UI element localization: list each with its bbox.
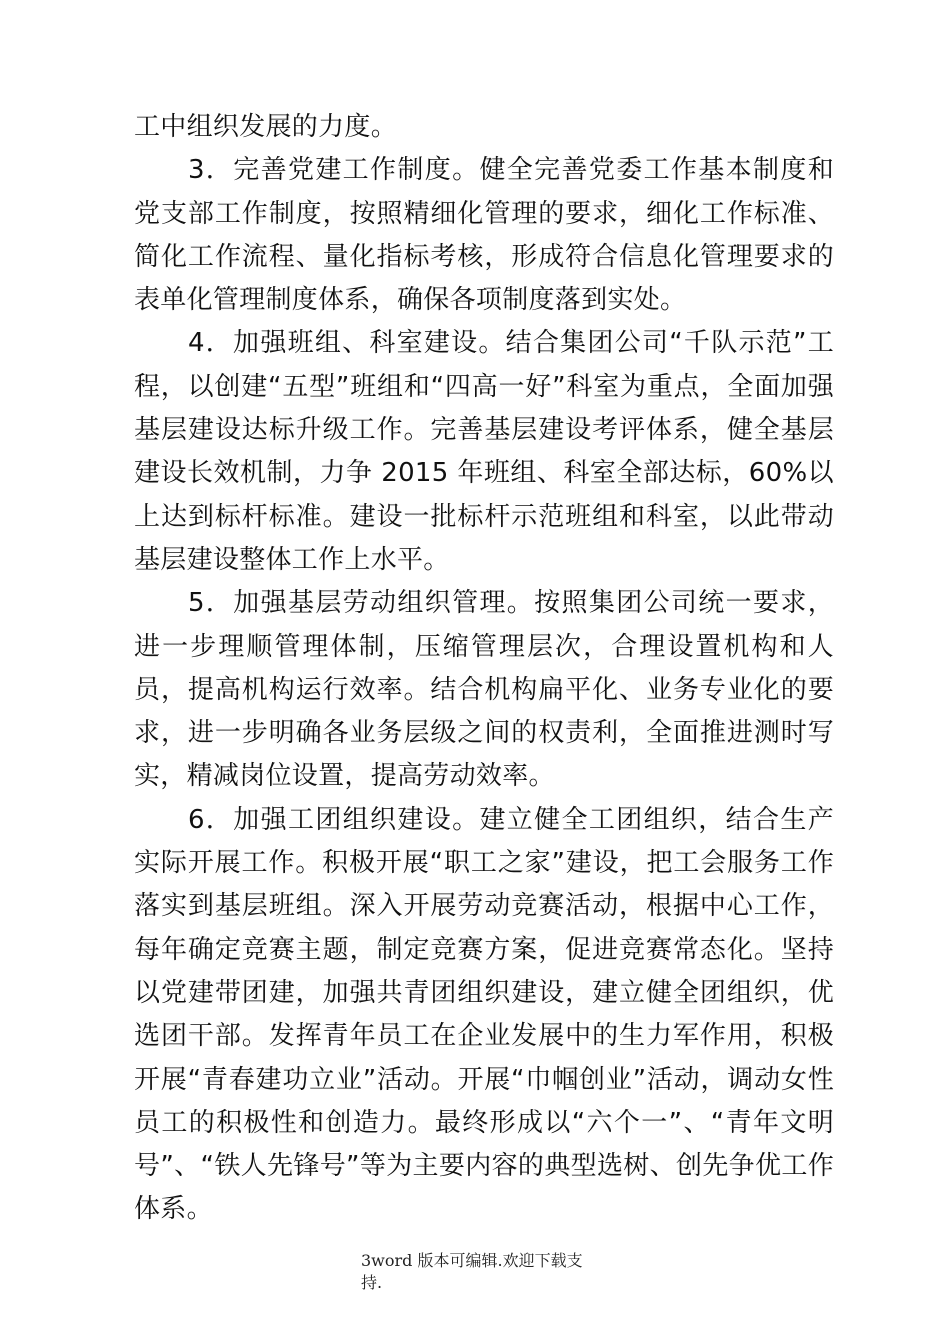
paragraph-item-5: 5．加强基层劳动组织管理。按照集团公司统一要求，进一步理顺管理体制，压缩管理层次，合理设置机构和人员，提高机构运行效率。结合机构扁平化、业务专业化的要求，进一步明确各业务层级之间的权责利，全面推进测时写实，精减岗位设置，提高劳动效率。 <box>134 588 834 792</box>
paragraph-item-3: 3．完善党建工作制度。健全完善党委工作基本制度和党支部工作制度，按照精细化管理的要求，细化工作标准、简化工作流程、量化指标考核，形成符合信息化管理要求的表单化管理制度体系，确保各项制度落到实处。 <box>134 155 834 316</box>
paragraph-item-4: 4．加强班组、科室建设。结合集团公司“千队示范”工程，以创建“五型”班组和“四高一好”科室为重点，全面加强基层建设达标升级工作。完善基层建设考评体系，健全基层建设长效机制，力争 2015 年班组、科室全部达标，60%以上达到标杆标准。建设一批标杆示范班组和科室，以此带动基层建设整体工作上水平。 <box>134 328 834 575</box>
document-body <box>134 106 834 1232</box>
paragraph-item-6: 6．加强工团组织建设。建立健全工团组织，结合生产实际开展工作。积极开展“职工之家”建设，把工会服务工作落实到基层班组。深入开展劳动竞赛活动，根据中心工作，每年确定竞赛主题，制定竞赛方案，促进竞赛常态化。坚持以党建带团建，加强共青团组织建设，建立健全团组织，优选团干部。发挥青年员工在企业发展中的生力军作用，积极开展“青春建功立业”活动。开展“巾帼创业”活动，调动女性员工的积极性和创造力。最终形成以“六个一”、“青年文明号”、“铁人先锋号”等为主要内容的典型选树、创先争优工作体系。 <box>134 804 834 1225</box>
page-footer: 3word 版本可编辑.欢迎下载支持. <box>361 1251 583 1292</box>
paragraph-continuation: 工中组织发展的力度。 <box>134 112 398 142</box>
